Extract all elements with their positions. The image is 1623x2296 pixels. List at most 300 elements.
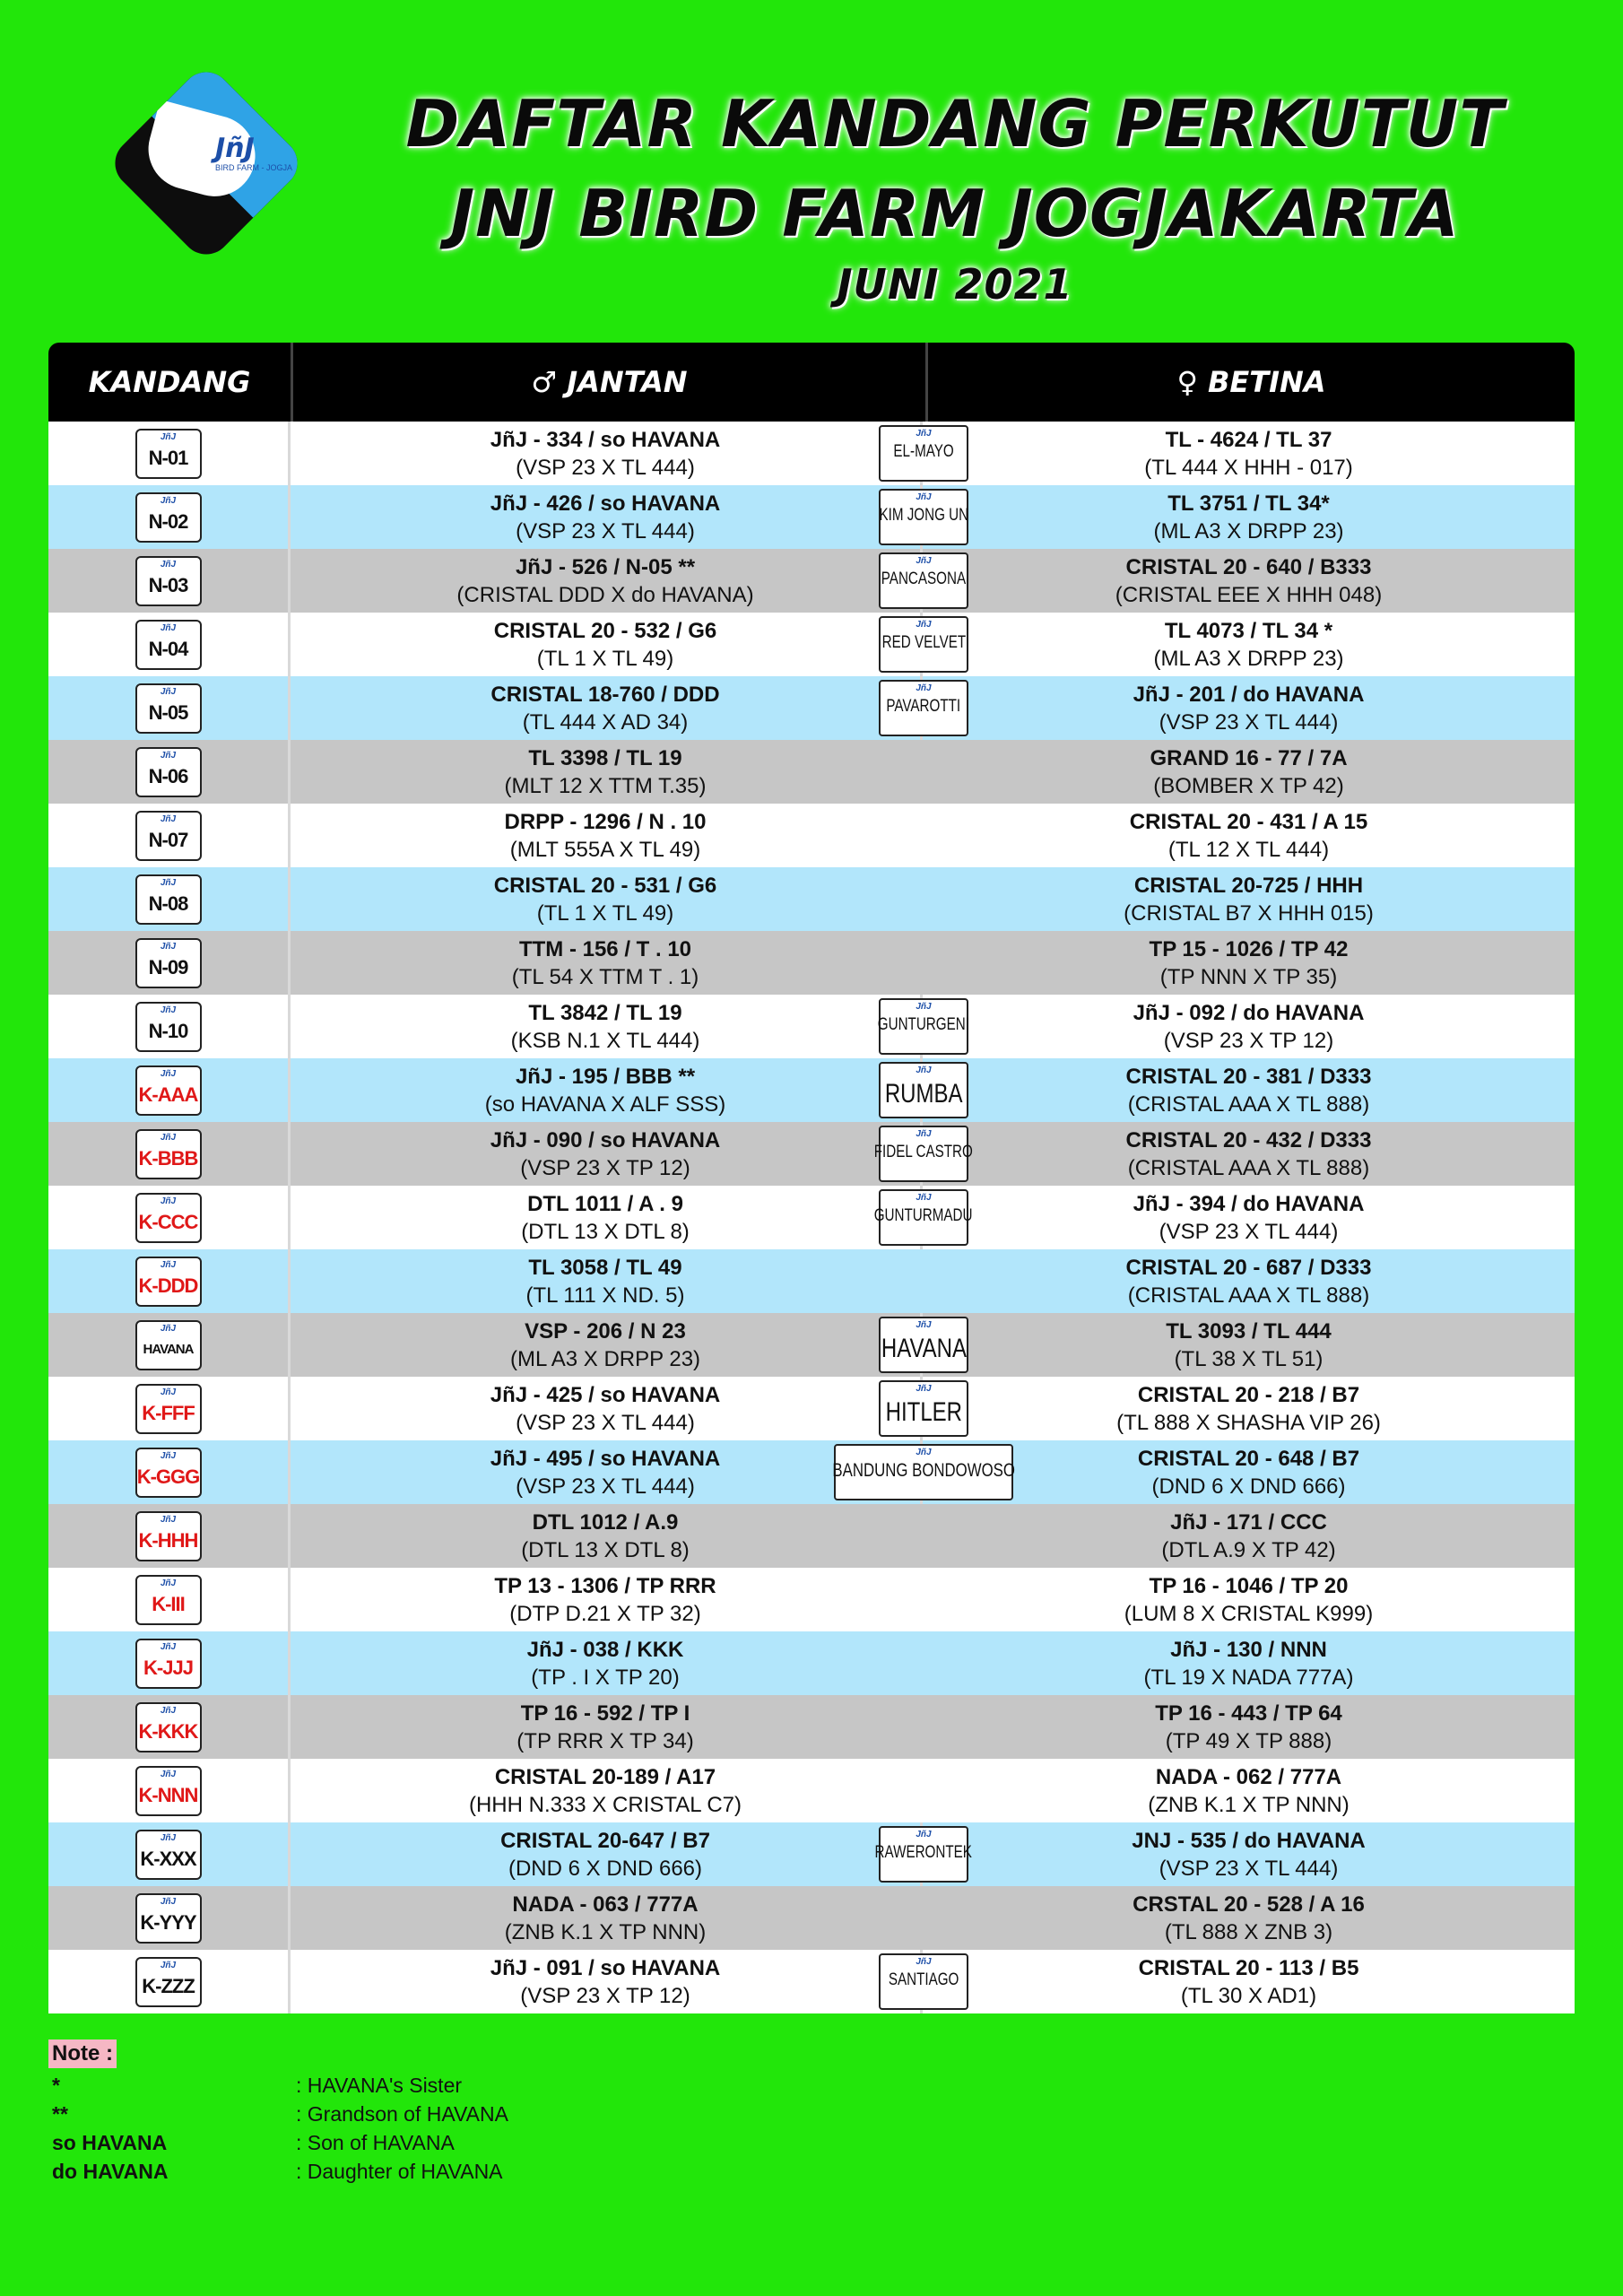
- jantan-ring: JñJ - 334 / so HAVANA: [490, 427, 721, 452]
- betina-parents: (BOMBER X TP 42): [1153, 773, 1344, 798]
- betina-cell: [923, 1377, 1575, 1440]
- plate-logo: JñJ: [160, 1068, 177, 1079]
- betina-ring: CRISTAL 20 - 218 / B7: [1137, 1382, 1360, 1407]
- table-row: [48, 549, 1575, 613]
- note-key: **: [52, 2102, 68, 2126]
- logo-text: JñJ: [215, 133, 255, 164]
- jantan-ring: CRISTAL 20 - 532 / G6: [493, 618, 717, 643]
- betina-parents: (VSP 23 X TP 12): [1163, 1028, 1334, 1053]
- betina-cell: [923, 1122, 1575, 1186]
- table-row: [48, 1058, 1575, 1122]
- table-row: [48, 676, 1575, 740]
- betina-ring: TP 16 - 443 / TP 64: [1155, 1700, 1342, 1726]
- bird-name: RED VELVET: [881, 633, 966, 652]
- kandang-cell: [48, 676, 291, 740]
- note-title: Note :: [48, 2039, 117, 2068]
- kandang-cell: [48, 1186, 291, 1249]
- betina-ring: TP 16 - 1046 / TP 20: [1149, 1573, 1349, 1598]
- betina-ring: TL 3751 / TL 34*: [1167, 491, 1330, 516]
- note-item: [52, 2102, 508, 2126]
- kandang-code: K-XXX: [140, 1847, 196, 1870]
- plate-logo: JñJ: [160, 1259, 177, 1270]
- kandang-cell: [48, 931, 291, 995]
- jantan-parents: (VSP 23 X TL 444): [516, 518, 695, 544]
- betina-ring: GRAND 16 - 77 / 7A: [1150, 745, 1348, 770]
- kandang-plate: [135, 1129, 202, 1179]
- betina-cell: [923, 1759, 1575, 1822]
- kandang-code: K-III: [152, 1592, 185, 1615]
- header-betina: ♀ BETINA: [1176, 365, 1326, 399]
- jantan-cell: [291, 1695, 923, 1759]
- betina-cell: [923, 676, 1575, 740]
- kandang-code: K-CCC: [138, 1210, 198, 1233]
- jantan-parents: (TL 444 X AD 34): [522, 709, 689, 735]
- betina-cell: [923, 804, 1575, 867]
- bird-name-plate: [874, 1189, 973, 1246]
- kandang-plate: [135, 1065, 202, 1116]
- kandang-cell: [48, 995, 291, 1058]
- plate-logo: JñJ: [160, 750, 177, 761]
- betina-ring: CRISTAL 20 - 431 / A 15: [1129, 809, 1368, 834]
- jantan-parents: (TP RRR X TP 34): [516, 1728, 694, 1753]
- bird-name: KIM JONG UN: [879, 506, 968, 525]
- plate-logo: JñJ: [916, 1193, 932, 1203]
- kandang-plate: [135, 1830, 202, 1880]
- jantan-parents: (MLT 12 X TTM T.35): [504, 773, 707, 798]
- betina-parents: (TL 19 X NADA 777A): [1143, 1665, 1354, 1690]
- bird-name-plate: [879, 489, 968, 545]
- betina-ring: TP 15 - 1026 / TP 42: [1149, 936, 1349, 961]
- betina-parents: (CRISTAL EEE X HHH 048): [1115, 582, 1383, 607]
- betina-cell: [923, 995, 1575, 1058]
- table-row: [48, 1950, 1575, 2013]
- note-value: : Grandson of HAVANA: [296, 2102, 508, 2126]
- betina-cell: [923, 931, 1575, 995]
- kandang-cell: [48, 1313, 291, 1377]
- jantan-parents: (TL 1 X TL 49): [536, 900, 674, 926]
- plate-logo: JñJ: [160, 431, 177, 442]
- jantan-parents: (MLT 555A X TL 49): [509, 837, 701, 862]
- betina-ring: CRISTAL 20 - 113 / B5: [1138, 1955, 1359, 1980]
- betina-cell: [923, 740, 1575, 804]
- betina-ring: NADA - 062 / 777A: [1155, 1764, 1342, 1789]
- jantan-cell: [291, 1377, 923, 1440]
- betina-ring: CRISTAL 20 - 432 / D333: [1125, 1127, 1372, 1152]
- jantan-ring: DTL 1012 / A.9: [532, 1509, 679, 1535]
- header-kandang: KANDANG: [48, 343, 293, 422]
- betina-parents: (CRISTAL B7 X HHH 015): [1124, 900, 1374, 926]
- betina-ring: CRISTAL 20-725 / HHH: [1133, 873, 1364, 898]
- jantan-parents: (CRISTAL DDD X do HAVANA): [456, 582, 754, 607]
- bird-name: PAVAROTTI: [886, 697, 961, 716]
- betina-cell: [923, 422, 1575, 485]
- kandang-plate: [135, 1511, 202, 1561]
- bird-name: EL-MAYO: [893, 442, 954, 461]
- note-item: [52, 2160, 503, 2184]
- kandang-code: K-FFF: [142, 1401, 195, 1424]
- kandang-plate: [135, 492, 202, 543]
- jantan-ring: JñJ - 495 / so HAVANA: [490, 1446, 721, 1471]
- jantan-parents: (VSP 23 X TP 12): [520, 1983, 690, 2008]
- plate-logo: JñJ: [160, 1769, 177, 1779]
- kandang-table: [48, 343, 1575, 2013]
- jantan-cell: [291, 1249, 923, 1313]
- note-item: [52, 2131, 455, 2155]
- kandang-plate: [135, 1702, 202, 1752]
- betina-cell: [923, 1568, 1575, 1631]
- table-row: [48, 1122, 1575, 1186]
- table-row: [48, 804, 1575, 867]
- bird-name: HITLER: [885, 1397, 962, 1427]
- bird-name-plate: [879, 680, 968, 736]
- betina-cell: [923, 1504, 1575, 1568]
- kandang-plate: [135, 429, 202, 479]
- betina-parents: (VSP 23 X TL 444): [1159, 1219, 1339, 1244]
- plate-logo: JñJ: [916, 1830, 932, 1839]
- betina-parents: (DND 6 X DND 666): [1151, 1474, 1346, 1499]
- plate-logo: JñJ: [916, 1129, 932, 1139]
- bird-name: RAWERONTEK: [874, 1843, 973, 1862]
- jantan-cell: [291, 1950, 923, 2013]
- jantan-ring: CRISTAL 20-189 / A17: [494, 1764, 716, 1789]
- jantan-ring: VSP - 206 / N 23: [525, 1318, 686, 1344]
- kandang-code: K-AAA: [138, 1083, 198, 1106]
- jantan-cell: [291, 867, 923, 931]
- betina-parents: (CRISTAL AAA X TL 888): [1127, 1283, 1370, 1308]
- table-row: [48, 1631, 1575, 1695]
- bird-name-plate: [879, 1953, 968, 2010]
- kandang-code: N-05: [148, 700, 188, 724]
- kandang-cell: [48, 549, 291, 613]
- kandang-plate: [135, 1002, 202, 1052]
- bird-name-plate: [879, 1062, 968, 1118]
- bird-name-plate: [879, 425, 968, 482]
- jantan-cell: [291, 1568, 923, 1631]
- kandang-plate: [135, 620, 202, 670]
- betina-cell: [923, 613, 1575, 676]
- betina-ring: TL - 4624 / TL 37: [1165, 427, 1332, 452]
- plate-logo: JñJ: [160, 686, 177, 697]
- plate-logo: JñJ: [160, 813, 177, 824]
- betina-parents: (ML A3 X DRPP 23): [1153, 518, 1344, 544]
- betina-parents: (ML A3 X DRPP 23): [1153, 646, 1344, 671]
- jantan-cell: [291, 1759, 923, 1822]
- jantan-cell: [291, 1886, 923, 1950]
- jantan-cell: [291, 1440, 923, 1504]
- jantan-ring: TL 3398 / TL 19: [528, 745, 682, 770]
- table-row: [48, 995, 1575, 1058]
- kandang-cell: [48, 1122, 291, 1186]
- jantan-parents: (KSB N.1 X TL 444): [510, 1028, 700, 1053]
- jantan-cell: [291, 1313, 923, 1377]
- kandang-code: N-06: [148, 764, 188, 787]
- kandang-cell: [48, 613, 291, 676]
- jantan-parents: (DTP D.21 X TP 32): [509, 1601, 701, 1626]
- betina-parents: (LUM 8 X CRISTAL K999): [1124, 1601, 1374, 1626]
- kandang-code: HAVANA: [143, 1341, 194, 1357]
- table-row: [48, 1886, 1575, 1950]
- jantan-parents: (DTL 13 X DTL 8): [521, 1537, 690, 1562]
- kandang-cell: [48, 740, 291, 804]
- betina-ring: CRSTAL 20 - 528 / A 16: [1133, 1892, 1365, 1917]
- plate-logo: JñJ: [160, 1004, 177, 1015]
- kandang-cell: [48, 867, 291, 931]
- plate-logo: JñJ: [916, 683, 932, 693]
- jantan-ring: DTL 1011 / A . 9: [527, 1191, 683, 1216]
- header-jantan: ♂ JANTAN: [293, 343, 928, 422]
- jantan-cell: [291, 485, 923, 549]
- table-row: [48, 485, 1575, 549]
- betina-parents: (TL 888 X SHASHA VIP 26): [1116, 1410, 1381, 1435]
- bird-name: GUNTURGENI: [877, 1015, 970, 1034]
- jantan-ring: TL 3842 / TL 19: [528, 1000, 682, 1025]
- kandang-plate: [135, 1957, 202, 2007]
- table-body: [48, 422, 1575, 2013]
- kandang-code: K-GGG: [136, 1465, 200, 1488]
- betina-cell: [923, 1186, 1575, 1249]
- jantan-ring: JñJ - 426 / so HAVANA: [490, 491, 721, 516]
- betina-ring: CRISTAL 20 - 381 / D333: [1125, 1064, 1372, 1089]
- bird-name: BANDUNG BONDOWOSO: [832, 1460, 1015, 1481]
- kandang-code: N-04: [148, 637, 188, 660]
- note-value: : Son of HAVANA: [296, 2131, 455, 2154]
- bird-name-plate: [874, 1826, 973, 1883]
- kandang-code: K-ZZZ: [142, 1974, 195, 1997]
- plate-logo: JñJ: [160, 1960, 177, 1970]
- betina-parents: (TP 49 X TP 888): [1165, 1728, 1332, 1753]
- jantan-cell: [291, 613, 923, 676]
- betina-ring: JñJ - 171 / CCC: [1170, 1509, 1327, 1535]
- jantan-parents: (HHH N.333 X CRISTAL C7): [468, 1792, 742, 1817]
- kandang-cell: [48, 1440, 291, 1504]
- bird-name: FIDEL CASTRO: [873, 1143, 974, 1161]
- note-key: *: [52, 2074, 60, 2097]
- jantan-cell: [291, 740, 923, 804]
- kandang-cell: [48, 1249, 291, 1313]
- betina-parents: (ZNB K.1 X TP NNN): [1148, 1792, 1350, 1817]
- kandang-code: N-10: [148, 1019, 188, 1042]
- plate-logo: JñJ: [160, 1705, 177, 1716]
- plate-logo: JñJ: [916, 556, 932, 566]
- bird-name-plate: [879, 552, 968, 609]
- betina-cell: [923, 1058, 1575, 1122]
- plate-logo: JñJ: [160, 622, 177, 633]
- jantan-ring: NADA - 063 / 777A: [512, 1892, 699, 1917]
- table-row: [48, 1440, 1575, 1504]
- jantan-cell: [291, 1122, 923, 1186]
- jantan-parents: (VSP 23 X TL 444): [516, 1474, 695, 1499]
- bird-name-plate: [879, 1380, 968, 1437]
- betina-cell: [923, 1249, 1575, 1313]
- kandang-plate: [135, 938, 202, 988]
- table-row: [48, 1568, 1575, 1631]
- kandang-code: N-02: [148, 509, 188, 533]
- kandang-plate: [135, 811, 202, 861]
- jantan-ring: CRISTAL 18-760 / DDD: [490, 682, 720, 707]
- jantan-cell: [291, 1504, 923, 1568]
- jantan-cell: [291, 1186, 923, 1249]
- jantan-ring: JñJ - 425 / so HAVANA: [490, 1382, 721, 1407]
- betina-ring: JñJ - 201 / do HAVANA: [1133, 682, 1365, 707]
- title-line-2: JNJ BIRD FARM JOGJAKARTA: [450, 176, 1460, 251]
- plate-logo: JñJ: [160, 1896, 177, 1907]
- jantan-cell: [291, 676, 923, 740]
- jantan-ring: JñJ - 090 / so HAVANA: [490, 1127, 721, 1152]
- jantan-parents: (ZNB K.1 X TP NNN): [504, 1919, 707, 1944]
- jantan-parents: (DND 6 X DND 666): [508, 1856, 703, 1881]
- table-row: [48, 422, 1575, 485]
- betina-parents: (VSP 23 X TL 444): [1159, 1856, 1339, 1881]
- kandang-cell: [48, 422, 291, 485]
- bird-name-plate: [879, 1317, 968, 1373]
- jantan-ring: JñJ - 038 / KKK: [526, 1637, 684, 1662]
- kandang-cell: [48, 1631, 291, 1695]
- kandang-cell: [48, 1504, 291, 1568]
- plate-logo: JñJ: [160, 1323, 177, 1334]
- note-key: so HAVANA: [52, 2131, 168, 2154]
- kandang-plate: [135, 1575, 202, 1625]
- betina-parents: (TL 38 X TL 51): [1174, 1346, 1324, 1371]
- kandang-cell: [48, 1695, 291, 1759]
- betina-cell: [923, 1631, 1575, 1695]
- jantan-cell: [291, 995, 923, 1058]
- jantan-cell: [291, 931, 923, 995]
- plate-logo: JñJ: [160, 941, 177, 952]
- betina-ring: CRISTAL 20 - 648 / B7: [1137, 1446, 1360, 1471]
- plate-logo: JñJ: [916, 492, 932, 502]
- table-header: [48, 343, 1575, 422]
- plate-logo: JñJ: [160, 1450, 177, 1461]
- plate-logo: JñJ: [916, 429, 932, 439]
- betina-parents: (TL 12 X TL 444): [1167, 837, 1330, 862]
- kandang-plate: [135, 1193, 202, 1243]
- jantan-cell: [291, 804, 923, 867]
- betina-ring: JñJ - 394 / do HAVANA: [1133, 1191, 1365, 1216]
- plate-logo: JñJ: [916, 1320, 932, 1330]
- betina-cell: [923, 1695, 1575, 1759]
- jantan-parents: (TL 1 X TL 49): [536, 646, 674, 671]
- kandang-plate: [135, 683, 202, 734]
- table-row: [48, 1313, 1575, 1377]
- jantan-parents: (VSP 23 X TL 444): [516, 1410, 695, 1435]
- kandang-plate: [135, 747, 202, 797]
- kandang-plate: [135, 1257, 202, 1307]
- table-row: [48, 1186, 1575, 1249]
- betina-parents: (TL 888 X ZNB 3): [1164, 1919, 1333, 1944]
- betina-parents: (DTL A.9 X TP 42): [1161, 1537, 1336, 1562]
- kandang-cell: [48, 1058, 291, 1122]
- table-row: [48, 867, 1575, 931]
- kandang-code: K-DDD: [138, 1274, 198, 1297]
- bird-name: GUNTURMADU: [874, 1206, 973, 1225]
- betina-ring: CRISTAL 20 - 640 / B333: [1125, 554, 1372, 579]
- kandang-plate: [135, 1893, 202, 1944]
- kandang-code: N-08: [148, 891, 188, 915]
- jantan-parents: (so HAVANA X ALF SSS): [484, 1091, 726, 1117]
- jantan-parents: (TL 54 X TTM T . 1): [511, 964, 699, 989]
- betina-ring: JñJ - 092 / do HAVANA: [1133, 1000, 1365, 1025]
- betina-cell: [923, 867, 1575, 931]
- table-row: [48, 740, 1575, 804]
- bird-name: RUMBA: [884, 1079, 963, 1109]
- table-row: [48, 1377, 1575, 1440]
- plate-logo: JñJ: [160, 1514, 177, 1525]
- note-value: : HAVANA's Sister: [296, 2074, 463, 2097]
- betina-cell: [923, 1886, 1575, 1950]
- jantan-ring: JñJ - 526 / N-05 **: [515, 554, 696, 579]
- kandang-plate: [135, 556, 202, 606]
- plate-logo: JñJ: [160, 1196, 177, 1206]
- note-value: : Daughter of HAVANA: [296, 2160, 503, 2183]
- jantan-ring: DRPP - 1296 / N . 10: [504, 809, 707, 834]
- jantan-ring: TTM - 156 / T . 10: [518, 936, 692, 961]
- betina-ring: CRISTAL 20 - 687 / D333: [1125, 1255, 1372, 1280]
- kandang-code: N-09: [148, 955, 188, 978]
- betina-ring: TL 4073 / TL 34 *: [1164, 618, 1333, 643]
- jantan-cell: [291, 1822, 923, 1886]
- kandang-code: N-03: [148, 573, 188, 596]
- table-row: [48, 1695, 1575, 1759]
- bird-name-plate: [834, 1444, 1013, 1500]
- bird-name: HAVANA: [881, 1334, 967, 1363]
- betina-parents: (CRISTAL AAA X TL 888): [1127, 1155, 1370, 1180]
- betina-cell: [923, 1822, 1575, 1886]
- betina-ring: JñJ - 130 / NNN: [1170, 1637, 1327, 1662]
- kandang-cell: [48, 1886, 291, 1950]
- betina-cell: [923, 1440, 1575, 1504]
- table-row: [48, 931, 1575, 995]
- kandang-code: K-BBB: [138, 1146, 198, 1170]
- logo-subtext: BIRD FARM - JOGJA: [215, 163, 293, 172]
- jantan-ring: JñJ - 091 / so HAVANA: [490, 1955, 721, 1980]
- jantan-ring: CRISTAL 20 - 531 / G6: [493, 873, 717, 898]
- kandang-cell: [48, 1377, 291, 1440]
- kandang-code: N-07: [148, 828, 188, 851]
- kandang-plate: [135, 1639, 202, 1689]
- jantan-cell: [291, 1631, 923, 1695]
- jantan-cell: [291, 1058, 923, 1122]
- kandang-code: K-KKK: [138, 1719, 198, 1743]
- kandang-code: K-NNN: [138, 1783, 198, 1806]
- bird-name-plate: [879, 998, 968, 1055]
- kandang-cell: [48, 1822, 291, 1886]
- table-row: [48, 1249, 1575, 1313]
- betina-cell: [923, 1313, 1575, 1377]
- plate-logo: JñJ: [916, 620, 932, 630]
- betina-parents: (TL 30 X AD1): [1180, 1983, 1317, 2008]
- betina-ring: JNJ - 535 / do HAVANA: [1132, 1828, 1366, 1853]
- plate-logo: JñJ: [160, 1132, 177, 1143]
- jantan-ring: TL 3058 / TL 49: [528, 1255, 682, 1280]
- plate-logo: JñJ: [160, 559, 177, 570]
- plate-logo: JñJ: [916, 1448, 932, 1457]
- plate-logo: JñJ: [916, 1065, 932, 1075]
- plate-logo: JñJ: [916, 1384, 932, 1394]
- plate-logo: JñJ: [916, 1002, 932, 1012]
- kandang-code: K-HHH: [138, 1528, 198, 1552]
- note-key: do HAVANA: [52, 2160, 169, 2183]
- betina-cell: [923, 485, 1575, 549]
- title-date: JUNI 2021: [837, 260, 1073, 309]
- kandang-code: N-01: [148, 446, 188, 469]
- title-line-1: DAFTAR KANDANG PERKUTUT: [405, 86, 1505, 161]
- kandang-plate: [135, 874, 202, 925]
- note-item: [52, 2074, 462, 2098]
- plate-logo: JñJ: [160, 1641, 177, 1652]
- jantan-ring: JñJ - 195 / BBB **: [515, 1064, 696, 1089]
- jantan-ring: TP 16 - 592 / TP I: [520, 1700, 690, 1726]
- betina-ring: TL 3093 / TL 444: [1166, 1318, 1332, 1344]
